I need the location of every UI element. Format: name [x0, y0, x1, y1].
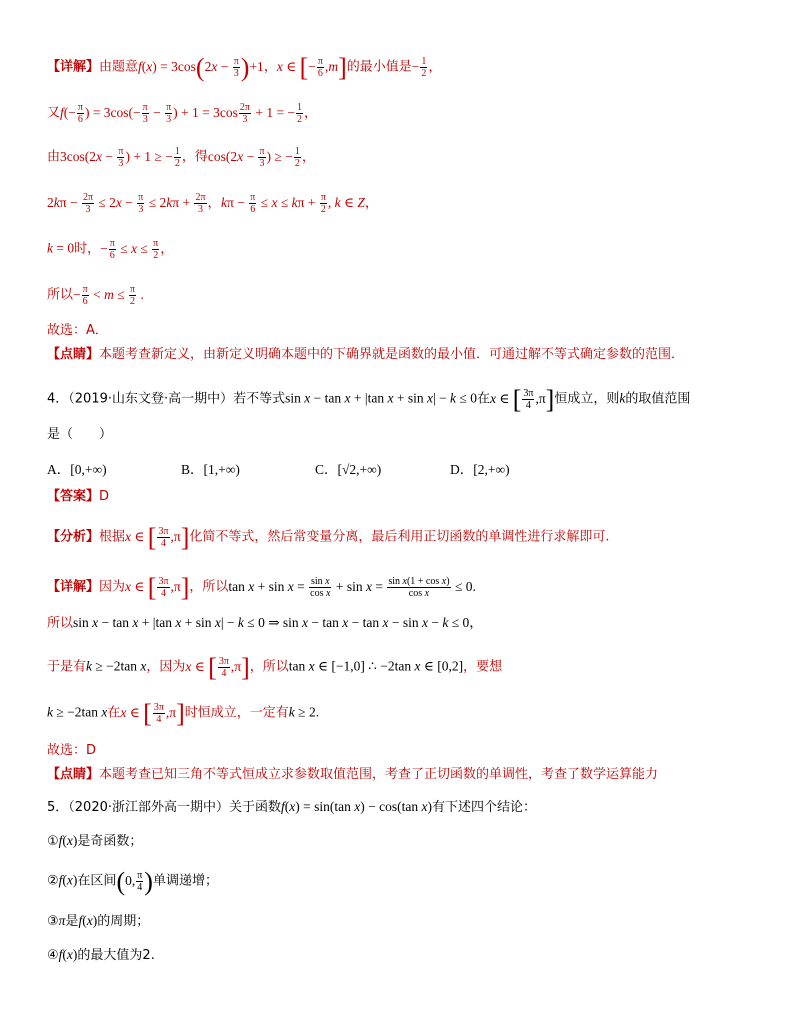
q5-statement-2: ②f(x)在区间(0, $\frac{\pi}{4}$ )单调递增； — [47, 866, 218, 896]
q4-detail-line4: k ≥ −2tan x在x ∈ [ $\frac{3\pi}{4}$ ,π]时恒成立，一定有k ≥ 2. — [47, 698, 320, 728]
q3-detail-line6: 所以− $\frac{\pi}{6}$ < m ≤ $\frac{\pi}{2}$ . — [47, 284, 144, 307]
question-number: 4．（2019·山东文登·高一期中） — [47, 391, 234, 407]
q5-statement-1: ①f(x)是奇函数； — [47, 833, 143, 849]
comment-tag: 【点睛】 — [47, 767, 100, 782]
q3-detail-line5: k = 0时，− $\frac{\pi}{6}$ ≤ x ≤ $\frac{\pi}{2}$ ， — [47, 238, 174, 261]
question-number: 5．（2020·浙江部外高一期中） — [47, 800, 229, 815]
math: f(x) = 3cos(2x − $\frac{\pi}{3}$ )+1 — [138, 52, 264, 82]
q4-detail-line3: 于是有k ≥ −2tan x，因为x ∈ [ $\frac{3\pi}{4}$ ,π]，所以tan x ∈ [−1,0] ∴ −2tan x ∈ [0,2]，要想 — [47, 652, 503, 682]
q3-comment: 【点睛】本题考查新定义，由新定义明确本题中的下确界就是函数的最小值．可通过解不等式确定参数的范围． — [47, 347, 685, 362]
q4-detail-line2: 所以sin x − tan x + |tan x + sin x| − k ≤ 0 ⇒ sin x − tan x − tan x − sin x − k ≤ 0， — [47, 615, 483, 631]
q4-analysis: 【分析】根据x ∈ [ $\frac{3\pi}{4}$ ,π]化简不等式，然后常变量分离，最后利用正切函数的单调性进行求解即可. — [47, 522, 610, 552]
q5-stem: 5．（2020·浙江部外高一期中）关于函数f(x) = sin(tan x) − cos(tan x)有下述四个结论： — [47, 799, 536, 815]
q3-detail-line2: 又f(− $\frac{\pi}{6}$ ) = 3cos(− $\frac{\pi}{3}$ − $\frac{\pi}{3}$ ) + 1 = 3cos $\frac{2\pi}{3}$ + 1 = − $\frac{1}{2}$ ， — [47, 102, 318, 125]
q5-statement-4: ④f(x)的最大值为2. — [47, 947, 155, 963]
option-c: C．[√2,+∞) — [315, 462, 382, 477]
q5-statement-3: ③π是f(x)的周期； — [47, 913, 150, 929]
q4-answer: 【答案】D — [47, 489, 110, 504]
q3-detail-line3: 由3cos(2x − $\frac{\pi}{3}$ ) + 1 ≥ − $\frac{1}{2}$ ，得cos(2x − $\frac{\pi}{3}$ ) ≥ − $\frac{1}{2}$ ， — [47, 146, 316, 169]
comment-tag: 【点睛】 — [47, 347, 100, 362]
q4-choice: 故选：D — [47, 743, 97, 758]
option-b: B．[1,+∞) — [181, 462, 240, 477]
option-a: A．[0,+∞) — [47, 462, 107, 477]
q4-stem-line2: 是（ ） — [47, 427, 113, 442]
option-d: D．[2,+∞) — [450, 462, 510, 477]
q3-detail-line1: 【详解】由题意f(x) = 3cos(2x − $\frac{\pi}{3}$ )+1，x ∈ [− $\frac{\pi}{6}$ ,m]的最小值是− $\frac{1}{2}$ ， — [47, 52, 442, 82]
detail-tag: 【详解】 — [47, 579, 100, 595]
q3-choice: 故选：A． — [47, 323, 108, 338]
q4-comment: 【点睛】本题考查已知三角不等式恒成立求参数取值范围，考查了正切函数的单调性，考查了数学运算能力 — [47, 767, 659, 782]
q4-stem-line1: 4．（2019·山东文登·高一期中）若不等式sin x − tan x + |tan x + sin x| − k ≤ 0在x ∈ [ $\frac{3\pi}{4}$ ,π]恒成立，则k的取值范围 — [47, 384, 691, 414]
q3-detail-line4: 2kπ − $\frac{2\pi}{3}$ ≤ 2x − $\frac{\pi}{3}$ ≤ 2kπ + $\frac{2\pi}{3}$ ，kπ − $\frac{\pi}{6}$ ≤ x ≤ kπ + $\frac{\pi}{2}$ , k ∈ Z， — [47, 192, 379, 215]
analysis-tag: 【分析】 — [47, 529, 100, 545]
detail-tag: 【详解】 — [47, 59, 100, 75]
q4-detail-line1: 【详解】因为x ∈ [ $\frac{3\pi}{4}$ ,π]，所以tan x + sin x = $\frac{\text{sin x}}{\text{cos x}}$ + sin x = $\frac{\text{sin x(1 + cos x)}}{\text{cos x}}$ ≤ 0. — [47, 572, 476, 602]
answer-tag: 【答案】 — [47, 489, 100, 504]
